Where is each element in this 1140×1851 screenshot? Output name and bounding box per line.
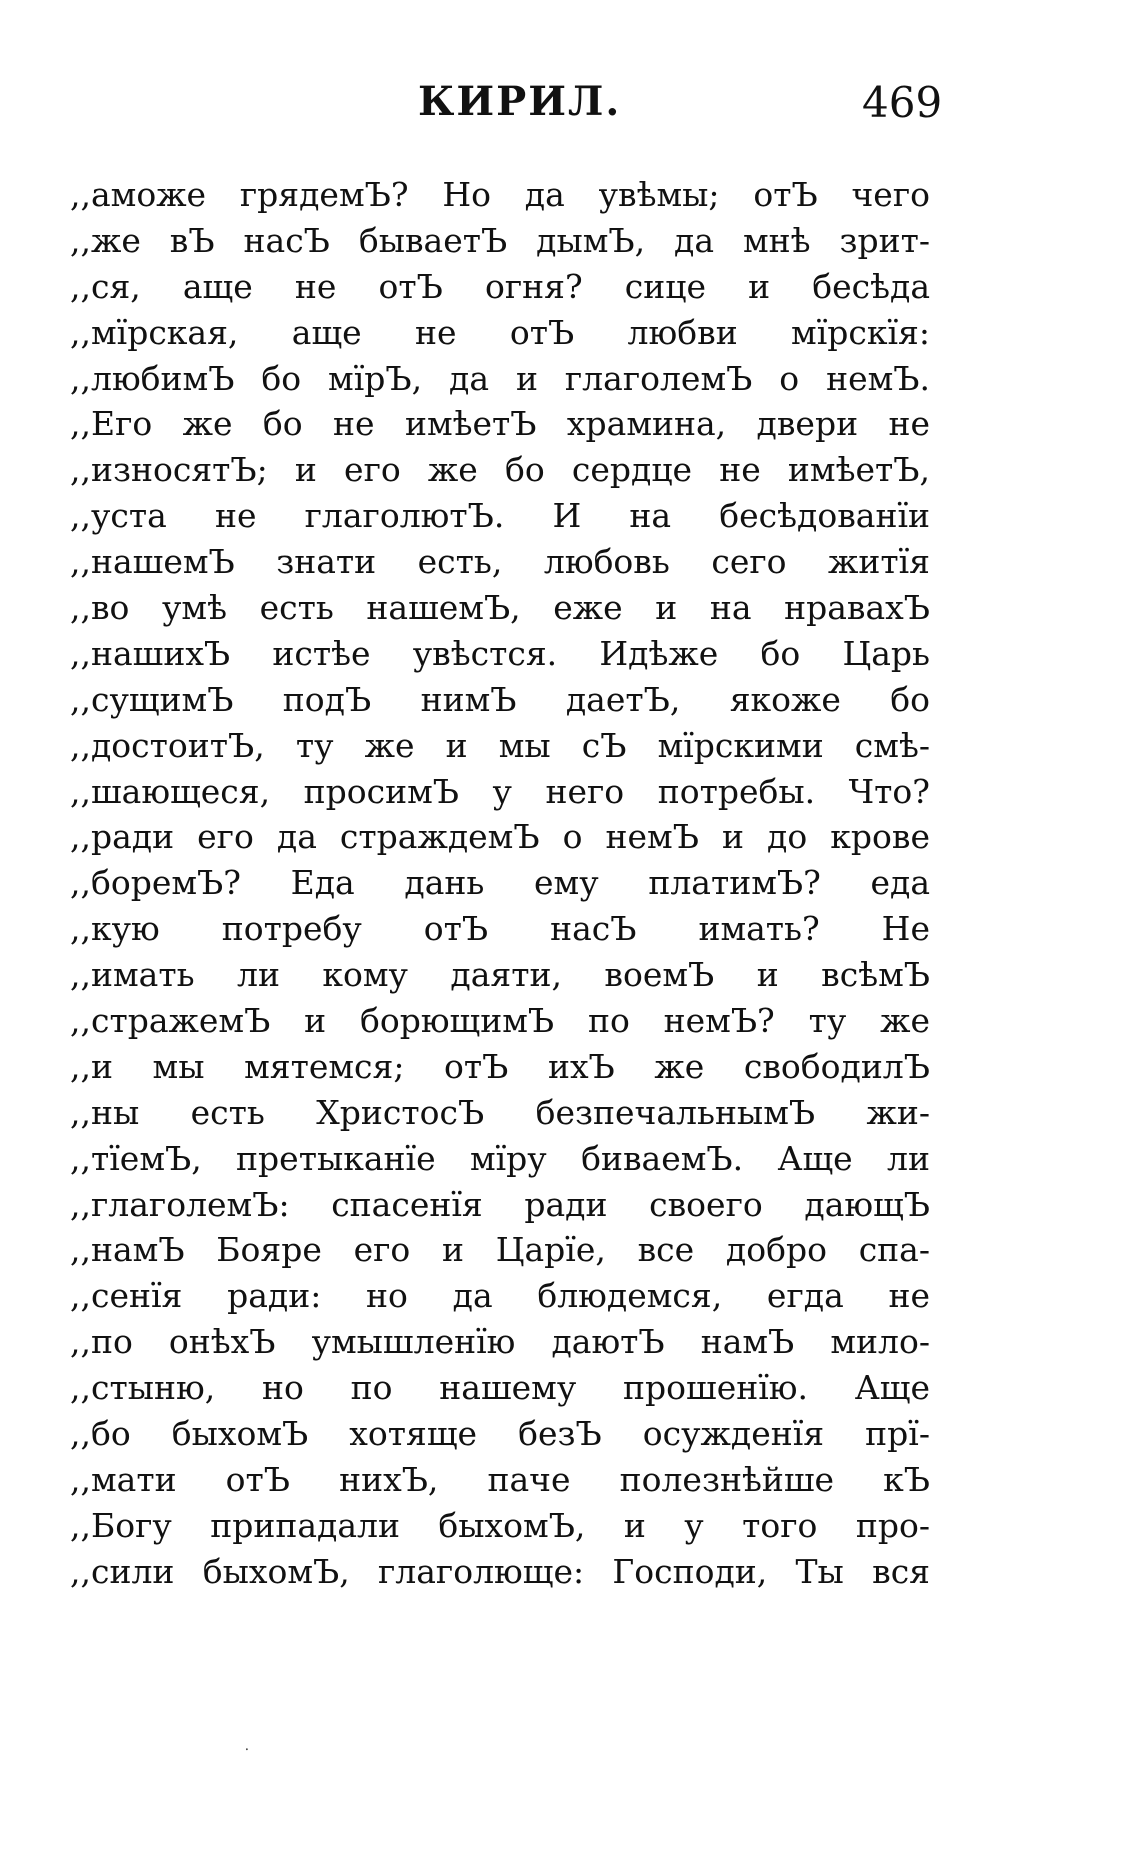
text-line: ,,во умѣ есть нашемЪ, еже и на нравахЪ bbox=[70, 588, 930, 628]
text-line: ,,аможе грядемЪ? Но да увѣмы; отЪ чего bbox=[70, 175, 930, 214]
text-line: ,,же вЪ насЪ бываетЪ дымЪ, да мнѣ зрит- bbox=[70, 220, 930, 260]
text-line: ,,боремЪ? Еда дань ему платимЪ? еда bbox=[70, 863, 930, 903]
text-line: ,,сили быхомЪ, глаголюще: Господи, Ты вся bbox=[70, 1551, 930, 1591]
text-line: ,,и мы мятемся; отЪ ихЪ же свободилЪ bbox=[70, 1046, 930, 1086]
text-line: ,,шающеся, просимЪ у него потребы. Что? bbox=[70, 771, 930, 811]
page-number: 469 bbox=[862, 78, 943, 127]
text-line: ,,имать ли кому даяти, воемЪ и всѣмЪ bbox=[70, 955, 930, 995]
text-line: ,,ны есть ХристосЪ безпечальнымЪ жи- bbox=[70, 1092, 930, 1132]
text-line: ,,уста не глаголютЪ. И на бесѣдованїи bbox=[70, 496, 930, 536]
text-line: ,,достоитЪ, ту же и мы сЪ мїрскими смѣ- bbox=[70, 725, 930, 765]
text-line: ,,по онѣхЪ умышленїю даютЪ намЪ мило- bbox=[70, 1322, 930, 1362]
text-line: ,,нашихЪ истѣе увѣстся. Идѣже бо Царь bbox=[70, 633, 930, 673]
text-line: ,,износятЪ; и его же бо сердце не имѣетЪ, bbox=[70, 450, 930, 490]
text-line: ,,Его же бо не имѣетЪ храмина, двери не bbox=[70, 404, 930, 444]
running-title: КИРИЛ. bbox=[418, 78, 622, 125]
text-line: ,,нашемЪ знати есть, любовь сего житїя bbox=[70, 542, 930, 582]
text-line: ,,сенїя ради: но да блюдемся, егда не bbox=[70, 1276, 930, 1316]
text-line: ,,ся, аще не отЪ огня? сице и бесѣда bbox=[70, 266, 930, 306]
text-line: ,,глаголемЪ: спасенїя ради своего дающЪ bbox=[70, 1184, 930, 1224]
text-line: ,,бо быхомЪ хотяще безЪ осужденїя прї- bbox=[70, 1414, 930, 1454]
text-line: ,,тїемЪ, претыканїе мїру биваемЪ. Аще ли bbox=[70, 1138, 930, 1178]
text-line: ,,Богу припадали быхомЪ, и у того про- bbox=[70, 1505, 930, 1545]
text-line: ,,намЪ Бояре его и Царїе, все добро спа- bbox=[70, 1230, 930, 1270]
body-text bbox=[70, 172, 930, 1595]
text-line: ,,мати отЪ нихЪ, паче полезнѣйше кЪ bbox=[70, 1459, 930, 1499]
running-head bbox=[0, 78, 1140, 138]
text-line: ,,стражемЪ и борющимЪ по немЪ? ту же bbox=[70, 1001, 930, 1041]
text-line: ,,мїрская, аще не отЪ любви мїрскїя: bbox=[70, 312, 930, 352]
text-line: ,,ради его да страждемЪ о немЪ и до крове bbox=[70, 817, 930, 857]
text-line: ,,сущимЪ подЪ нимЪ даетЪ, якоже бо bbox=[70, 679, 930, 719]
text-line: ,,любимЪ бо мїрЪ, да и глаголемЪ о немЪ. bbox=[70, 358, 930, 398]
text-line: ,,кую потребу отЪ насЪ имать? Не bbox=[70, 909, 930, 949]
ink-speck-mark: ⸱ bbox=[245, 1742, 249, 1758]
text-line: ,,стыню, но по нашему прошенїю. Аще bbox=[70, 1368, 930, 1408]
